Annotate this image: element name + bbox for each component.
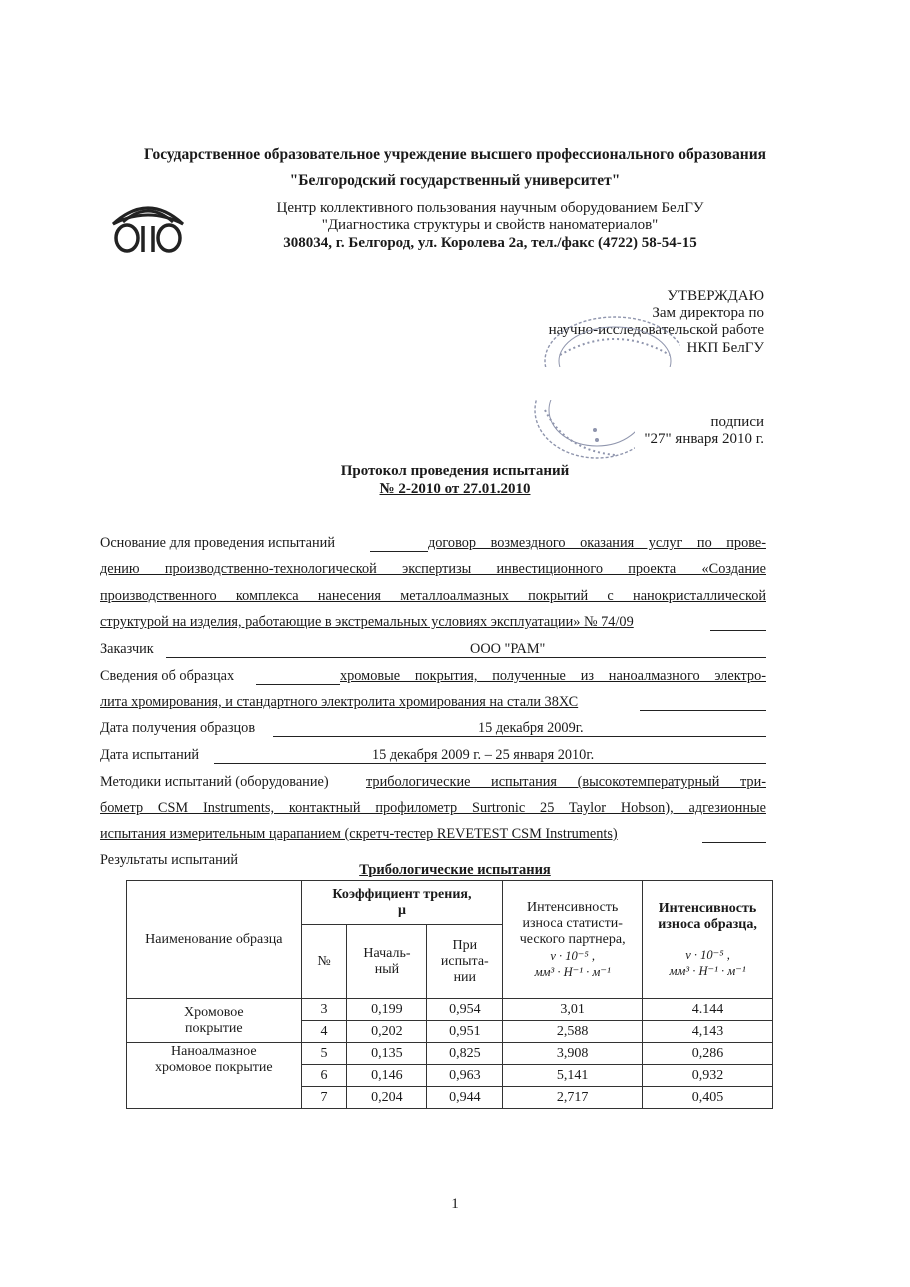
fill-line <box>256 684 340 685</box>
test-date-value: 15 декабря 2009 г. – 25 января 2010г. <box>372 747 595 763</box>
formula-units: мм³ · Н⁻¹ · м⁻¹ <box>534 964 611 979</box>
samples-text-1: хромовые покрытия, полученные из наноалмазного электро- <box>340 668 766 684</box>
received-value: 15 декабря 2009г. <box>478 720 584 736</box>
center-name: Центр коллективного пользования научным оборудованием БелГУ <box>276 200 704 216</box>
seal-stamp-top <box>530 315 680 367</box>
header-sample-name: Наименование образца <box>127 881 302 999</box>
header-wear-sample: Интенсивность износа образца, v · 10⁻⁵ , мм³ · Н⁻¹ · м⁻¹ <box>643 881 773 999</box>
cell-sample: 0,286 <box>643 1043 773 1065</box>
approval-position: Зам директора по <box>652 305 764 321</box>
protocol-number: № 2-2010 от 27.01.2010 <box>379 481 531 497</box>
cell-partner: 5,141 <box>503 1065 643 1087</box>
header-initial: Началь-ный <box>347 925 427 999</box>
protocol-title: Протокол проведения испытаний <box>340 463 570 479</box>
cell-partner: 3,908 <box>503 1043 643 1065</box>
cell-initial: 0,135 <box>347 1043 427 1065</box>
cell-initial: 0,199 <box>347 999 427 1021</box>
center-subtitle: "Диагностика структуры и свойств наноматериалов" <box>321 217 659 233</box>
sample-name-nanodiamond: Наноалмазное хромовое покрытие <box>127 1043 302 1109</box>
methods-text-3: испытания измерительным царапанием (скретч-тестер REVETEST CSM Instruments) <box>100 826 618 842</box>
cell-sample: 4.144 <box>643 999 773 1021</box>
cell-test: 0,944 <box>427 1087 503 1109</box>
cell-test: 0,951 <box>427 1021 503 1043</box>
cell-num: 6 <box>301 1065 347 1087</box>
center-address: 308034, г. Белгород, ул. Королева 2а, тел./факс (4722) 58-54-15 <box>283 235 697 251</box>
methods-text-1: трибологические испытания (высокотемпературный три- <box>366 774 766 790</box>
fill-line <box>710 630 766 631</box>
cell-partner: 2,588 <box>503 1021 643 1043</box>
basis-text-2: дению производственно-технологической экспертизы инвестиционного проекта «Создание <box>100 561 766 577</box>
cell-test: 0,825 <box>427 1043 503 1065</box>
fill-line <box>702 842 766 843</box>
basis-text-1: договор возмездного оказания услуг по прове- <box>428 535 766 551</box>
header-friction: Коэффициент трения, μ <box>301 881 503 925</box>
cell-partner: 3,01 <box>503 999 643 1021</box>
cell-sample: 0,932 <box>643 1065 773 1087</box>
formula-v: v · 10⁻⁵ , <box>550 948 595 963</box>
header-wear-partner: Интенсивность износа статисти-ческого партнера, v · 10⁻⁵ , мм³ · Н⁻¹ · м⁻¹ <box>503 881 643 999</box>
tribology-results-table <box>126 880 773 1109</box>
sample-name-chrome: Хромовое покрытие <box>127 999 302 1043</box>
formula-units: мм³ · Н⁻¹ · м⁻¹ <box>669 963 746 978</box>
cell-test: 0,954 <box>427 999 503 1021</box>
approval-organization: НКП БелГУ <box>686 340 764 356</box>
table-row <box>127 1043 773 1065</box>
header-during-test: При испыта-нии <box>427 925 503 999</box>
cell-initial: 0,146 <box>347 1065 427 1087</box>
cell-partner: 2,717 <box>503 1087 643 1109</box>
samples-text-2: лита хромирования, и стандартного электролита хромирования на стали 38ХС <box>100 694 579 710</box>
approval-signature-caption: подписи <box>710 414 764 430</box>
cell-sample: 0,405 <box>643 1087 773 1109</box>
cell-test: 0,963 <box>427 1065 503 1087</box>
table-row <box>127 999 773 1021</box>
cell-num: 3 <box>301 999 347 1021</box>
table-title: Трибологические испытания <box>359 862 551 878</box>
fill-line <box>640 710 766 711</box>
test-date-label: Дата испытаний <box>100 747 200 763</box>
received-label: Дата получения образцов <box>100 720 256 736</box>
methods-text-2: бометр CSM Instruments, контактный профилометр Surtronic 25 Taylor Hobson), адгезионные <box>100 800 766 816</box>
cell-num: 5 <box>301 1043 347 1065</box>
basis-label: Основание для проведения испытаний <box>100 535 335 551</box>
fill-line <box>370 551 428 552</box>
cell-num: 7 <box>301 1087 347 1109</box>
customer-label: Заказчик <box>100 641 154 657</box>
samples-label: Сведения об образцах <box>100 668 235 684</box>
results-label: Результаты испытаний <box>100 852 239 868</box>
formula-v: v · 10⁻⁵ , <box>685 947 730 962</box>
approval-department: научно-исследовательской работе <box>548 322 764 338</box>
approval-date: "27" января 2010 г. <box>644 431 764 447</box>
institution-heading: Государственное образовательное учреждение высшего профессионального образования <box>143 146 767 163</box>
cell-sample: 4,143 <box>643 1021 773 1043</box>
customer-value: ООО "РАМ" <box>470 641 546 657</box>
header-number: № <box>301 925 347 999</box>
basis-text-3: производственного комплекса нанесения металлоалмазных покрытий с нанокристаллической <box>100 588 766 604</box>
cell-initial: 0,202 <box>347 1021 427 1043</box>
cell-initial: 0,204 <box>347 1087 427 1109</box>
seal-stamp-bottom <box>525 400 635 462</box>
fill-line <box>166 657 766 658</box>
cell-num: 4 <box>301 1021 347 1043</box>
approval-heading: УТВЕРЖДАЮ <box>667 288 764 304</box>
basis-text-4: структурой на изделия, работающие в экстремальных условиях эксплуатации» № 74/09 <box>100 614 634 630</box>
methods-label: Методики испытаний (оборудование) <box>100 774 329 790</box>
page-number: 1 <box>451 1196 459 1212</box>
university-name: "Белгородский государственный университет" <box>289 172 621 189</box>
